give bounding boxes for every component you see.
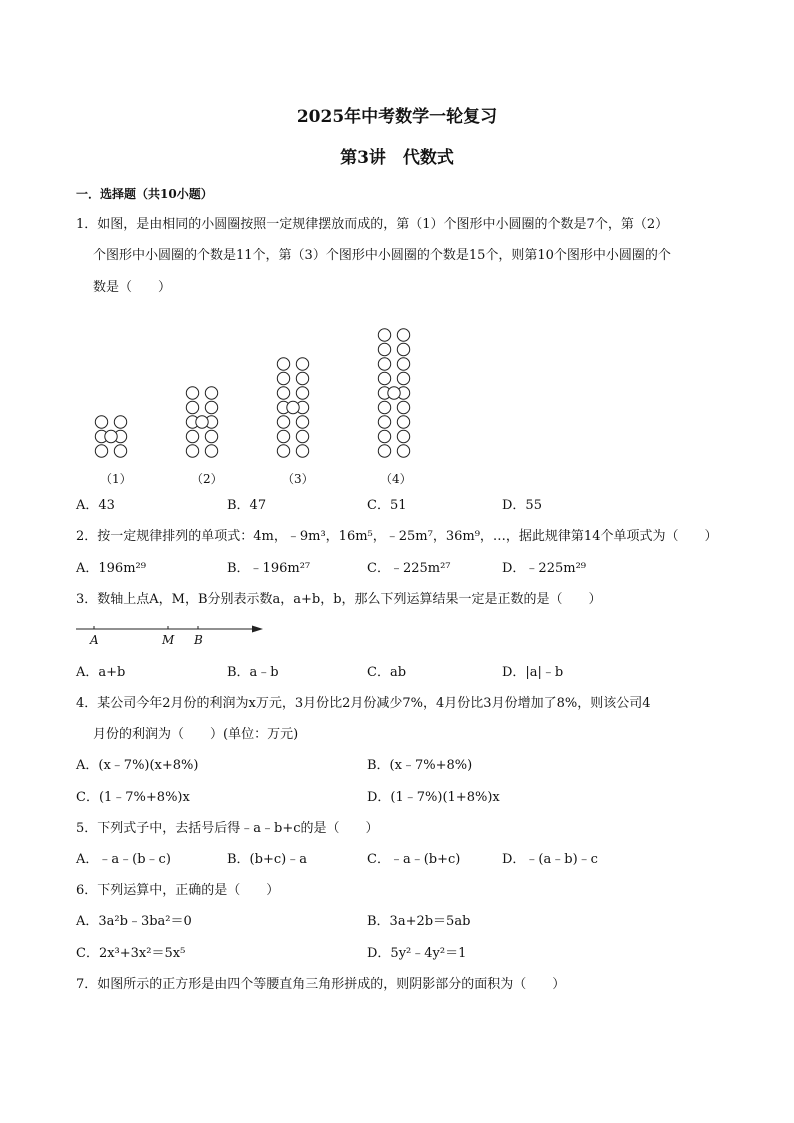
figure-label-2: （2） bbox=[191, 472, 223, 486]
document-subtitle: 第3讲 代数式 bbox=[340, 148, 454, 168]
q6-option-b: B．3a+2b＝5ab bbox=[367, 914, 471, 929]
q3-option-a: A．a+b bbox=[76, 665, 126, 680]
figure-label-1: （1） bbox=[100, 472, 132, 486]
q1-option-a: A．43 bbox=[76, 498, 115, 513]
q5-option-b: B．(b+c)﹣a bbox=[227, 852, 307, 867]
q1-option-b: B．47 bbox=[227, 498, 267, 513]
q2-option-a: A．196m²⁹ bbox=[76, 561, 146, 576]
q1-option-d: D．55 bbox=[502, 498, 542, 513]
q5-option-a: A．﹣a﹣(b﹣c) bbox=[76, 852, 171, 867]
q5-option-c: C．﹣a﹣(b+c) bbox=[367, 852, 461, 867]
q1-line-1: 1．如图，是由相同的小圆圈按照一定规律摆放而成的，第（1）个图形中小圆圈的个数是7个，第（2） bbox=[76, 217, 669, 232]
q6-stem: 6．下列运算中，正确的是（ ） bbox=[76, 883, 280, 898]
q3-option-d: D．|a|﹣b bbox=[502, 665, 564, 680]
q2-option-d: D．﹣225m²⁹ bbox=[502, 561, 586, 576]
axis-label-b: B bbox=[194, 633, 203, 647]
figure-label-3: （3） bbox=[282, 472, 314, 486]
q5-option-d: D．﹣(a﹣b)﹣c bbox=[502, 852, 598, 867]
q6-option-d: D．5y²﹣4y²＝1 bbox=[367, 946, 467, 961]
axis-label-m: M bbox=[162, 633, 175, 647]
q4-line-2: 月份的利润为（ ）(单位：万元) bbox=[93, 727, 299, 742]
q4-option-c: C．(1﹣7%+8%)x bbox=[76, 790, 190, 805]
document-title: 2025年中考数学一轮复习 bbox=[296, 107, 498, 127]
q3-option-c: C．ab bbox=[367, 665, 407, 680]
q1-option-c: C．51 bbox=[367, 498, 407, 513]
q6-option-c: C．2x³+3x²＝5x⁵ bbox=[76, 946, 186, 961]
q7-stem: 7．如图所示的正方形是由四个等腰直角三角形拼成的，则阴影部分的面积为（ ） bbox=[76, 977, 566, 992]
figure-label-4: （4） bbox=[380, 472, 412, 486]
q2-stem: 2．按一定规律排列的单项式：4m，﹣9m³，16m⁵，﹣25m⁷，36m⁹，…，据此规律第14个单项式为（ ） bbox=[76, 529, 718, 544]
q1-line-3: 数是（ ） bbox=[93, 280, 172, 295]
q3-stem: 3．数轴上点A，M，B分别表示数a，a+b，b，那么下列运算结果一定是正数的是（ ） bbox=[76, 592, 602, 607]
q1-line-2: 个图形中小圆圈的个数是11个，第（3）个图形中小圆圈的个数是15个，则第10个图形中小圆圈的个 bbox=[93, 248, 671, 263]
q4-option-b: B．(x﹣7%+8%) bbox=[367, 758, 473, 773]
q3-option-b: B．a﹣b bbox=[227, 665, 279, 680]
q4-option-a: A．(x﹣7%)(x+8%) bbox=[76, 758, 199, 773]
q5-stem: 5．下列式子中，去括号后得﹣a﹣b+c的是（ ） bbox=[76, 821, 379, 836]
q2-option-c: C．﹣225m²⁷ bbox=[367, 561, 451, 576]
axis-label-a: A bbox=[90, 633, 99, 647]
q6-option-a: A．3a²b﹣3ba²＝0 bbox=[76, 914, 192, 929]
q4-option-d: D．(1﹣7%)(1+8%)x bbox=[367, 790, 500, 805]
q4-line-1: 4．某公司今年2月份的利润为x万元，3月份比2月份减少7%，4月份比3月份增加了8%，则该公司4 bbox=[76, 696, 651, 711]
section-heading: 一．选择题（共10小题） bbox=[76, 187, 213, 201]
q2-option-b: B．﹣196m²⁷ bbox=[227, 561, 311, 576]
